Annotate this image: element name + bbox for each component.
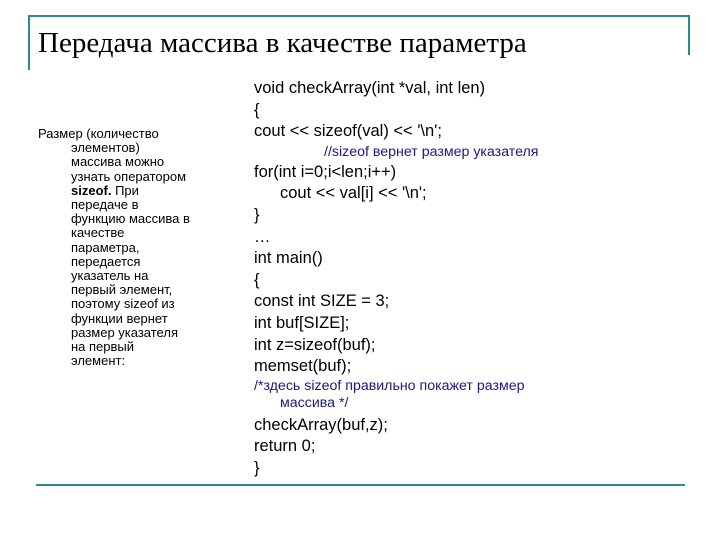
code-line-main: int main(): [254, 249, 323, 268]
explanation-line: Размер (количество: [38, 126, 159, 141]
code-line-main-close-brace: }: [254, 458, 260, 477]
code-line-return: return 0;: [254, 437, 316, 456]
explanation-line: качестве: [71, 225, 125, 241]
title-frame-right-rule: [688, 15, 690, 55]
explanation-line: размер указателя: [71, 324, 178, 340]
code-line-main-open-brace: {: [254, 270, 260, 289]
code-line-buf-decl: int buf[SIZE];: [254, 313, 350, 332]
bottom-rule: [36, 484, 685, 486]
code-line-close-brace: }: [254, 205, 260, 224]
explanation-line: sizeof. При: [71, 182, 139, 198]
explanation-text: [38, 127, 228, 368]
code-line-memset: memset(buf);: [254, 357, 352, 376]
code-line-const-size: const int SIZE = 3;: [254, 292, 390, 311]
code-line-check-array-call: checkArray(buf,z);: [254, 415, 388, 434]
explanation-line: передаче в: [71, 197, 139, 213]
explanation-line: указатель на: [71, 268, 149, 284]
explanation-line: элемент:: [71, 353, 126, 369]
title-frame-left-rule: [28, 15, 30, 70]
code-line-for-loop: for(int i=0;i<len;i++): [254, 162, 397, 181]
code-line-cout-sizeof: cout << sizeof(val) << '\n';: [254, 122, 442, 141]
code-line-cout-element: cout << val[i] << '\n';: [280, 184, 427, 203]
explanation-line: массива можно: [71, 154, 165, 170]
explanation-line: элементов): [71, 140, 140, 156]
code-comment-array-size: /*здесь sizeof правильно покажет размер: [254, 377, 525, 394]
explanation-line: функции вернет: [71, 310, 168, 326]
slide-title: Передача массива в качестве параметра: [38, 27, 527, 59]
code-line-function-signature: void checkArray(int *val, int len): [254, 79, 486, 97]
code-block: [254, 78, 694, 480]
explanation-line: функцию массива в: [71, 211, 190, 227]
explanation-line: параметра,: [71, 239, 140, 255]
explanation-line: узнать оператором: [71, 168, 187, 184]
explanation-line: передается: [71, 253, 141, 269]
explanation-line: на первый: [71, 339, 135, 355]
code-comment-array-size-cont: массива */: [280, 394, 349, 411]
explanation-line: первый элемент,: [71, 282, 173, 298]
title-frame-top-rule: [28, 15, 690, 17]
code-line-ellipsis: …: [254, 227, 271, 246]
code-line-open-brace: {: [254, 100, 260, 119]
code-comment-pointer-size: //sizeof вернет размер указателя: [324, 143, 539, 160]
explanation-line: поэтому sizeof из: [71, 296, 175, 312]
code-line-sizeof-buf: int z=sizeof(buf);: [254, 335, 376, 354]
